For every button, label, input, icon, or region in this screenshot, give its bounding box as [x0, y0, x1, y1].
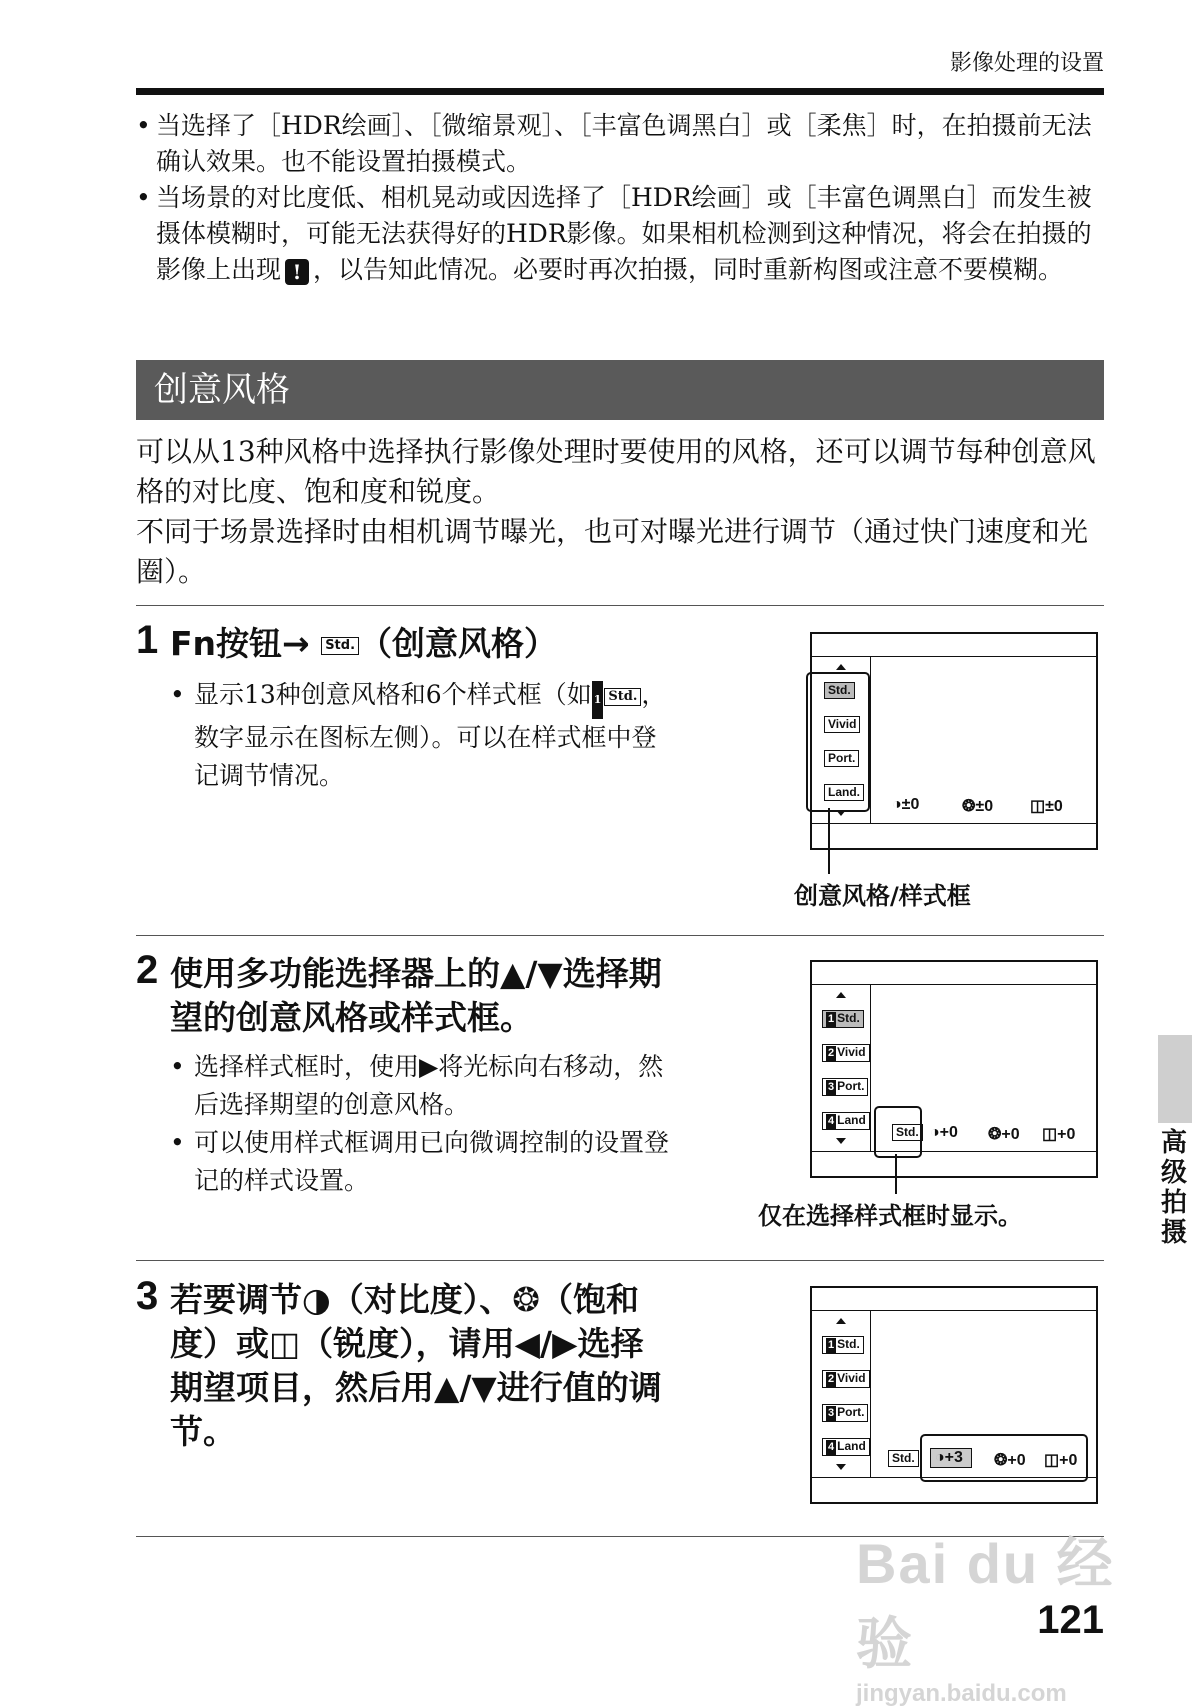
style-icon: Std. — [604, 688, 641, 706]
contrast-value: ◑+0 — [930, 1124, 958, 1141]
scroll-down-arrow — [836, 1138, 846, 1144]
step-2-bullet-1: • 选择样式框时，使用▶将光标向右移动，然后选择期望的创意风格。 — [170, 1048, 680, 1124]
page-header-title: 影像处理的设置 — [949, 51, 1104, 76]
style-box-highlight — [874, 1106, 922, 1158]
style-box-2: 2 Vivid — [822, 1370, 870, 1388]
step-number: 1 — [136, 618, 159, 662]
param-highlight-box — [920, 1434, 1088, 1482]
scroll-up-arrow — [836, 664, 846, 670]
creative-style-icon: Std. — [321, 637, 359, 655]
style-box-3: 3 Port. — [822, 1078, 868, 1096]
bullet-dot: • — [170, 680, 185, 709]
divider — [136, 605, 1104, 606]
step-2-title: 使用多功能选择器上的▲/▼选择期望的创意风格或样式框。 — [170, 954, 662, 1037]
intro-paragraph-1: 可以从13种风格中选择执行影像处理时要使用的风格，还可以调节每种创意风格的对比度、饱和度和锐度。 — [136, 435, 1096, 508]
bullet-dot: • — [170, 1128, 185, 1157]
mid-style-icon: Std. — [892, 1124, 923, 1141]
style-box-4: 4 Land — [822, 1438, 870, 1456]
style-box-2: 2 Vivid — [822, 1044, 870, 1062]
saturation-value: ❂+0 — [994, 1452, 1026, 1469]
style-land: Land. — [824, 784, 864, 801]
mid-style-icon: Std. — [888, 1450, 919, 1467]
style-box-1: 1 Std. — [822, 1336, 864, 1354]
intro-paragraph-2: 不同于场景选择时由相机调节曝光，也可对曝光进行调节（通过快门速度和光圈）。 — [136, 515, 1089, 588]
style-port: Port. — [824, 750, 859, 767]
contrast-value: ◑+3 — [930, 1448, 972, 1468]
step-1-bullet: • 显示13种创意风格和6个样式框（如 1 Std. ，数字显示在图标左侧）。可以在样式框中登记调节情况。 — [170, 676, 680, 795]
divider — [136, 1260, 1104, 1261]
camera-screen-2 — [810, 960, 1098, 1178]
callout-line — [828, 808, 830, 874]
note-bullet-1 — [136, 108, 1106, 180]
scroll-down-arrow — [836, 1464, 846, 1470]
watermark-url: jingyan.baidu.com — [856, 1680, 1067, 1707]
note-text: 当场景的对比度低、相机晃动或因选择了［HDR绘画］或［丰富色调黑白］而发生被摄体模糊时，可能无法获得好的HDR影像。如果相机检测到这种情况，将会在拍摄的影像上出现 ! ，以告知此情况。必要时再次拍摄，同时重新构图或注意不要模糊。 — [156, 183, 1092, 284]
bullet-dot: • — [136, 183, 151, 212]
style-box-3: 3 Port. — [822, 1404, 868, 1422]
note-text: 当选择了［HDR绘画］、［微缩景观］、［丰富色调黑白］或［柔焦］时，在拍摄前无法确认效果。也不能设置拍摄模式。 — [156, 111, 1092, 176]
contrast-value: ◑±0 — [892, 796, 920, 813]
step-3-title: 若要调节◑（对比度）、❂（饱和度）或◫（锐度），请用◀/▶选择期望项目，然后用▲/▼进行值的调节。 — [170, 1280, 662, 1451]
sharpness-value: ◫+0 — [1042, 1126, 1076, 1143]
scroll-up-arrow — [836, 1318, 846, 1324]
caption-style-box-only: 仅在选择样式框时显示。 — [758, 1202, 1022, 1230]
header-rule — [136, 88, 1104, 95]
watermark-brand: Bai du 经验 — [856, 1532, 1115, 1675]
style-vivid: Vivid — [824, 716, 860, 733]
callout-line — [895, 1154, 897, 1194]
bullet-dot: • — [170, 1052, 185, 1081]
style-box-4: 4 Land — [822, 1112, 870, 1130]
sharpness-value: ◫+0 — [1044, 1452, 1078, 1469]
note-bullet-2 — [136, 180, 1106, 288]
step-1-title: Fn按钮→ Std. （创意风格） — [170, 624, 558, 663]
style-std: Std. — [824, 682, 855, 699]
sharpness-value: ◫±0 — [1030, 798, 1063, 815]
warning-icon: ! — [285, 259, 309, 285]
step-number: 2 — [136, 948, 159, 992]
divider — [136, 935, 1104, 936]
style-highlight-box — [806, 672, 870, 812]
style-box-number-icon: 1 — [592, 681, 604, 719]
caption-style-box: 创意风格/样式框 — [794, 882, 971, 910]
step-2-bullet-2: • 可以使用样式框调用已向微调控制的设置登记的样式设置。 — [170, 1124, 680, 1200]
bullet-dot: • — [136, 111, 151, 140]
page-number: 121 — [1037, 1598, 1104, 1642]
section-title: 创意风格 — [136, 360, 1104, 420]
step-number: 3 — [136, 1274, 159, 1318]
style-box-1: 1 Std. — [822, 1010, 864, 1028]
scroll-up-arrow — [836, 992, 846, 998]
chapter-label: 高级拍摄 — [1160, 1128, 1187, 1248]
saturation-value: ❂+0 — [988, 1126, 1020, 1143]
saturation-value: ❂±0 — [962, 798, 994, 815]
chapter-tab — [1158, 1035, 1192, 1123]
